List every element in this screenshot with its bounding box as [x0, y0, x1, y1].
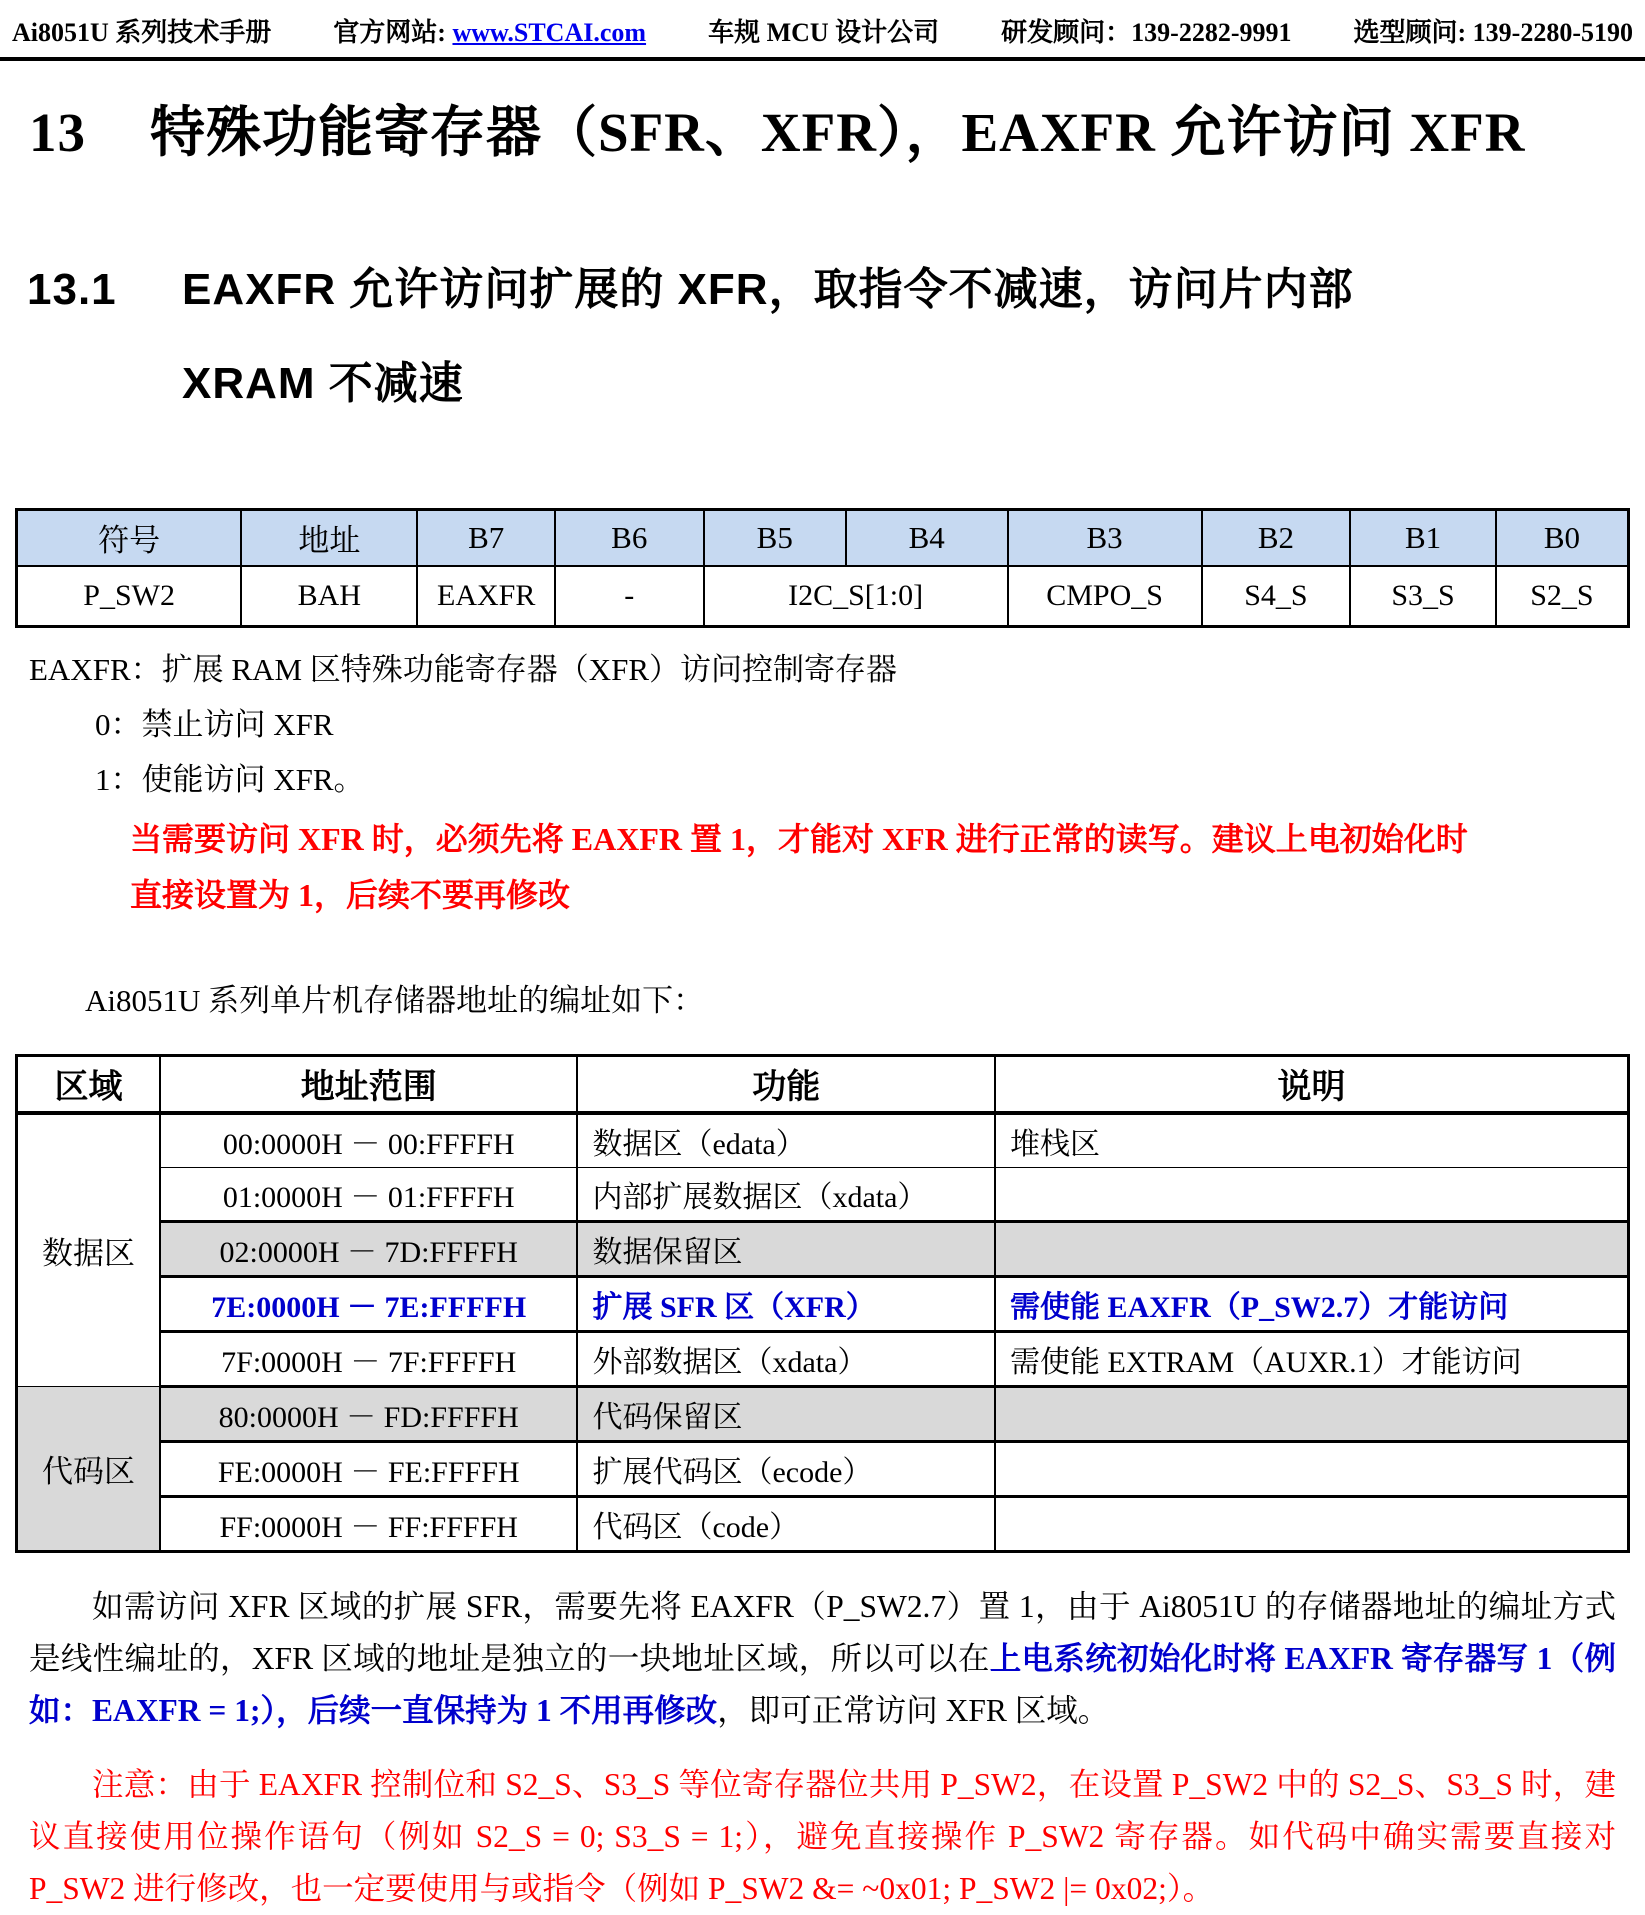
range-cell: FE:0000H － FE:FFFFH [160, 1441, 578, 1496]
eaxfr-option-0: 0：禁止访问 XFR [95, 706, 334, 742]
chapter-title [29, 97, 1616, 169]
column-header-b5: B5 [704, 509, 846, 566]
table-row-code [17, 1496, 1629, 1551]
bit5-4-cell: I2C_S[1:0] [704, 566, 1008, 627]
range-cell: 00:0000H － 00:FFFFH [160, 1113, 578, 1168]
memory-table-header-row [17, 1055, 1629, 1113]
memory-map-table [15, 1054, 1630, 1553]
eaxfr-intro-line: EAXFR：扩展 RAM 区特殊功能寄存器（XFR）访问控制寄存器 [29, 651, 898, 687]
bit3-cell: CMPO_S [1008, 566, 1202, 627]
table-row-ecode [17, 1441, 1629, 1496]
paragraph-part1: 如需访问 XFR 区域的扩展 SFR，需要先将 EAXFR（P_SW2.7）置 1，由于 Ai8051U 的存储器地址的编址方式是线性编址的，XFR 区域的地址是独立的一块地址区域，所以可以在 [29, 1588, 1616, 1676]
table-row-code-reserved [17, 1386, 1629, 1441]
column-header-b3: B3 [1008, 509, 1202, 566]
section-title-line1: EAXFR 允许访问扩展的 XFR，取指令不减速，访问片内部 [182, 264, 1354, 314]
stcai-link[interactable]: www.STCAI.com [452, 18, 647, 47]
bit2-cell: S4_S [1202, 566, 1351, 627]
column-header-b4: B4 [846, 509, 1008, 566]
paragraph-part3: ，即可正常访问 XFR 区域。 [717, 1692, 1110, 1728]
column-header-note: 说明 [995, 1055, 1629, 1113]
note-cell [995, 1496, 1629, 1551]
table-row-xfr [17, 1276, 1629, 1331]
bit6-cell: - [555, 566, 704, 627]
memory-map-intro: Ai8051U 系列单片机存储器地址的编址如下： [85, 982, 705, 1018]
manual-title: Ai8051U 系列技术手册 [12, 18, 272, 47]
function-cell: 代码区（code） [577, 1496, 995, 1551]
section-title [27, 243, 1616, 432]
function-cell: 数据区（edata） [577, 1113, 995, 1168]
column-header-symbol: 符号 [17, 509, 242, 566]
column-header-b1: B1 [1350, 509, 1496, 566]
company-label: 车规 MCU 设计公司 [708, 18, 940, 47]
column-header-region: 区域 [17, 1055, 160, 1113]
region-cell-code: 代码区 [17, 1386, 160, 1551]
xfr-access-paragraph [29, 1581, 1616, 1737]
section-number: 13.1 [27, 264, 117, 314]
table-row-data-reserved [17, 1221, 1629, 1276]
warning-line2: 直接设置为 1，后续不要再修改 [130, 876, 571, 913]
note-cell [995, 1221, 1629, 1276]
column-header-function: 功能 [577, 1055, 995, 1113]
bit1-cell: S3_S [1350, 566, 1496, 627]
column-header-b6: B6 [555, 509, 704, 566]
section-title-line2: XRAM 不减速 [182, 359, 464, 409]
function-cell: 外部数据区（xdata） [577, 1331, 995, 1386]
note-cell: 堆栈区 [995, 1113, 1629, 1168]
bit7-cell: EAXFR [417, 566, 554, 627]
range-cell: 01:0000H － 01:FFFFH [160, 1167, 578, 1221]
range-cell: 7F:0000H － 7F:FFFFH [160, 1331, 578, 1386]
column-header-b0: B0 [1496, 509, 1629, 566]
range-cell: 80:0000H － FD:FFFFH [160, 1386, 578, 1441]
column-header-b7: B7 [417, 509, 554, 566]
register-table [15, 508, 1630, 628]
function-cell: 扩展 SFR 区（XFR） [577, 1276, 995, 1331]
function-cell: 扩展代码区（ecode） [577, 1441, 995, 1496]
table-row-edata [17, 1113, 1629, 1168]
symbol-cell: P_SW2 [17, 566, 242, 627]
note-cell [995, 1441, 1629, 1496]
function-cell: 内部扩展数据区（xdata） [577, 1167, 995, 1221]
note-cell [995, 1167, 1629, 1221]
range-cell: FF:0000H － FF:FFFFH [160, 1496, 578, 1551]
address-cell: BAH [241, 566, 417, 627]
warning-line1: 当需要访问 XFR 时，必须先将 EAXFR 置 1，才能对 XFR 进行正常的读写。建议上电初始化时 [130, 820, 1468, 857]
range-cell: 02:0000H － 7D:FFFFH [160, 1221, 578, 1276]
register-table-header-row [17, 509, 1629, 566]
function-cell: 数据保留区 [577, 1221, 995, 1276]
paragraph-part2-highlight: 上电系统初始化时将 EAXFR 寄存器写 1（例如：EAXFR = 1;），后续一直保持为 1 不用再修改 [29, 1640, 1617, 1728]
site-label: 官方网站: [333, 18, 453, 47]
function-cell: 代码保留区 [577, 1386, 995, 1441]
chapter-title-text: 特殊功能寄存器（SFR、XFR），EAXFR 允许访问 XFR [150, 102, 1526, 163]
column-header-range: 地址范围 [160, 1055, 578, 1113]
bit0-cell: S2_S [1496, 566, 1629, 627]
select-contact: 选型顾问: 139-2280-5190 [1353, 18, 1633, 47]
note-cell: 需使能 EAXFR（P_SW2.7）才能访问 [995, 1276, 1629, 1331]
eaxfr-option-1: 1：使能访问 XFR。 [95, 761, 365, 797]
chapter-number: 13 [29, 102, 86, 163]
note-cell: 需使能 EXTRAM（AUXR.1）才能访问 [995, 1331, 1629, 1386]
column-header-b2: B2 [1202, 509, 1351, 566]
region-cell-data: 数据区 [17, 1113, 160, 1387]
rd-contact: 研发顾问：139-2282-9991 [1001, 18, 1292, 47]
eaxfr-description [29, 642, 1616, 807]
note-cell [995, 1386, 1629, 1441]
range-cell: 7E:0000H － 7E:FFFFH [160, 1276, 578, 1331]
column-header-address: 地址 [241, 509, 417, 566]
register-row-psw2 [17, 566, 1629, 627]
table-row-xdata-internal [17, 1167, 1629, 1221]
page-header [0, 0, 1645, 61]
note-paragraph: 注意：由于 EAXFR 控制位和 S2_S、S3_S 等位寄存器位共用 P_SW2，在设置 P_SW2 中的 S2_S、S3_S 时，建议直接使用位操作语句（例如 S2_S = 0; S3_S = 1;），避免直接操作 P_SW2 寄存器。如代码中确实需要直接对 P_SW2 进行修改，也一定要使用与或指令（例如 P_SW2 &= ~0x01; P_SW2 |= 0x02;）。 [29, 1766, 1616, 1906]
section-title-text [182, 243, 1354, 432]
official-site [333, 12, 646, 49]
table-row-xdata-external [17, 1331, 1629, 1386]
eaxfr-warning [29, 811, 1616, 923]
